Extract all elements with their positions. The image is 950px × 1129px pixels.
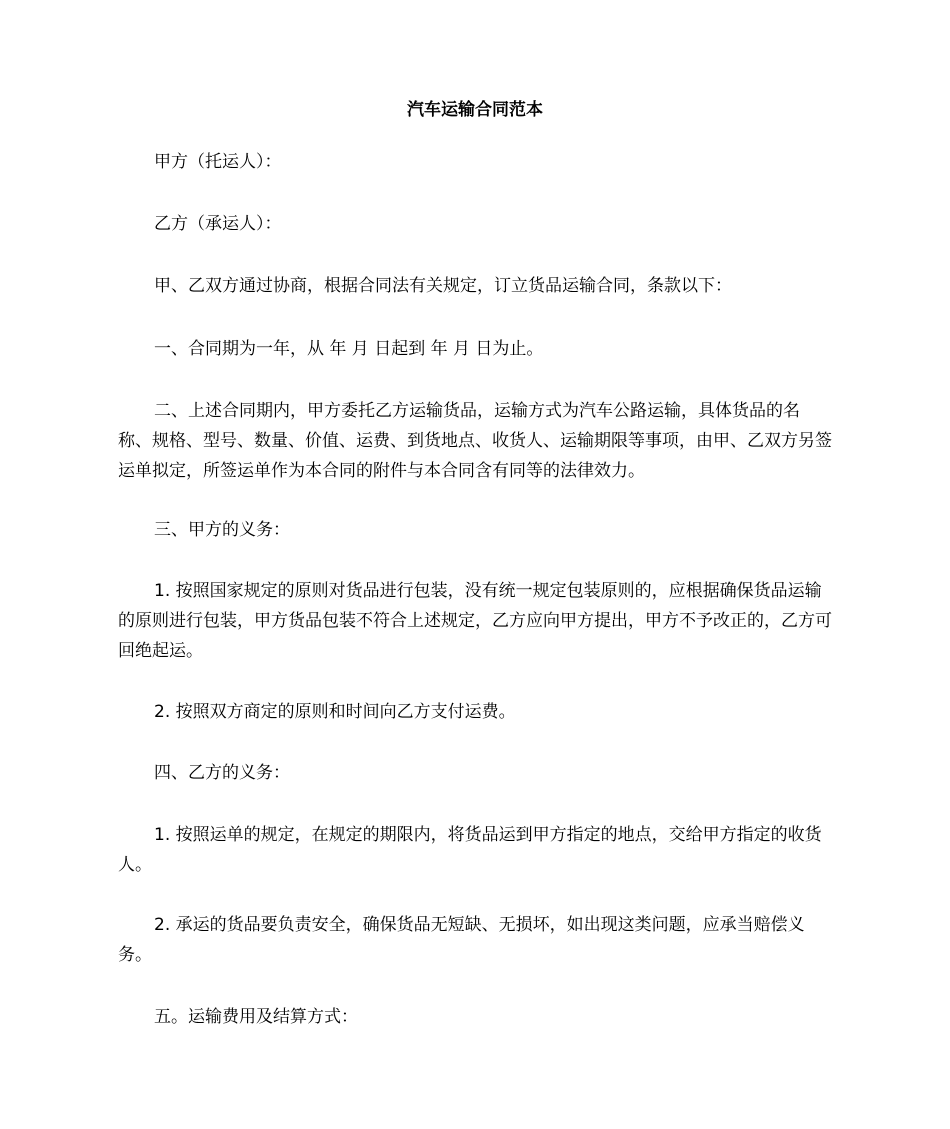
clause-5-heading: 五。运输费用及结算方式： [154,1007,358,1027]
party-b-line: 乙方（承运人）： [154,214,282,234]
clause-4-item-2: 2. 承运的货品要负责安全，确保货品无短缺、无损坏，如出现这类问题，应承当赔偿义务。 [118,915,805,965]
clause-3-item-1: 1. 按照国家规定的原则对货品进行包装，没有统一规定包装原则的，应根据确保货品运输的原则进行包装，甲方货品包装不符合上述规定，乙方应向甲方提出，甲方不予改正的，乙方可回绝起运。 [118,581,832,661]
clause-4-heading: 四、乙方的义务： [154,763,290,783]
clause-3-heading: 三、甲方的义务： [154,520,290,540]
intro-paragraph: 甲、乙双方通过协商，根据合同法有关规定，订立货品运输合同，条款以下： [154,276,732,296]
party-a-line: 甲方（托运人）： [154,152,282,172]
clause-1-term: 一、合同期为一年，从 年 月 日起到 年 月 日为止。 [154,339,544,359]
clause-2-scope: 二、上述合同期内，甲方委托乙方运输货品，运输方式为汽车公路运输，具体货品的名称、规格、型号、数量、价值、运费、到货地点、收货人、运输期限等事项，由甲、乙双方另签运单拟定，所签运单作为本合同的附件与本合同含有同等的法律效力。 [118,401,832,481]
clause-4-item-1: 1. 按照运单的规定，在规定的期限内，将货品运到甲方指定的地点，交给甲方指定的收货人。 [118,825,822,875]
document-title: 汽车运输合同范本 [407,100,543,120]
clause-3-item-2: 2. 按照双方商定的原则和时间向乙方支付运费。 [154,702,516,722]
